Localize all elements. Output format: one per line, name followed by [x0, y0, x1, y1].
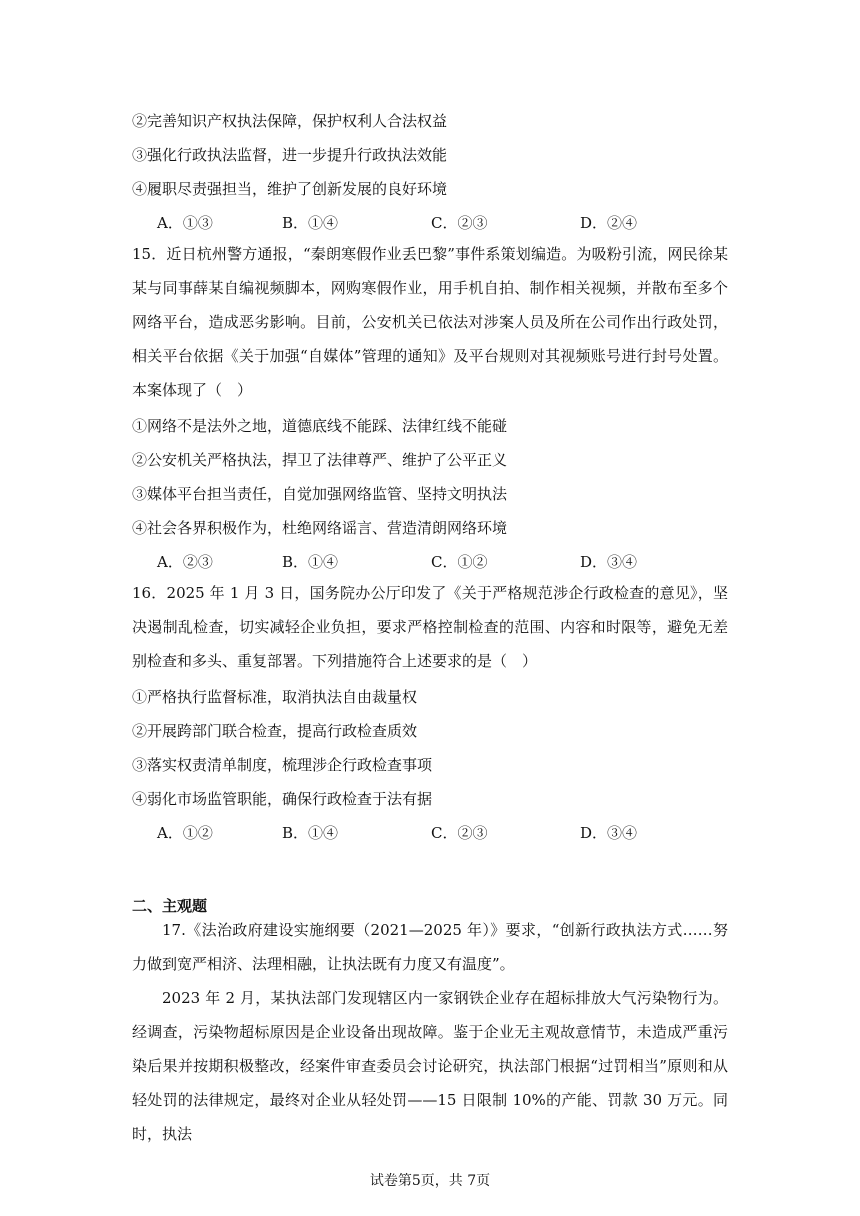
q15-item-1: ①网络不是法外之地，道德底线不能踩、法律红线不能碰 — [132, 417, 508, 435]
q16-item-3: ③落实权责清单制度，梳理涉企行政检查事项 — [132, 756, 433, 774]
section-heading: 二、主观题 — [132, 897, 208, 915]
q16-stem: 16．2025 年 1 月 3 日，国务院办公厅印发了《关于严格规范涉企行政检查的意见》，坚决遏制乱检查，切实减轻企业负担，要求严格控制检查的范围、内容和时限等，避免无差别检查和多头、重复部署。下列措施符合上述要求的是（ ） — [132, 584, 728, 670]
q15-item-2: ②公安机关严格执法，捍卫了法律尊严、维护了公平正义 — [132, 451, 508, 469]
q15-option-a: A．②③ — [157, 553, 213, 571]
q17-intro: 17.《法治政府建设实施纲要（2021—2025 年）》要求，“创新行政执法方式……努力做到宽严相济、法理相融，让执法既有力度又有温度”。 — [132, 921, 728, 973]
q14-option-d: D．②④ — [580, 214, 638, 232]
q15-item-3: ③媒体平台担当责任，自觉加强网络监管、坚持文明执法 — [132, 485, 508, 503]
q15-option-b: B．①④ — [282, 553, 339, 571]
q16-option-c: C．②③ — [431, 824, 488, 842]
q16-item-4: ④弱化市场监管职能，确保行政检查于法有据 — [132, 790, 433, 808]
q14-option-c: C．②③ — [431, 214, 488, 232]
q15-option-d: D．③④ — [580, 553, 638, 571]
q16-item-2: ②开展跨部门联合检查，提高行政检查质效 — [132, 722, 418, 740]
q14-option-a: A．①③ — [157, 214, 213, 232]
q15-item-4: ④社会各界积极作为，杜绝网络谣言、营造清朗网络环境 — [132, 519, 508, 537]
q15-option-c: C．①② — [431, 553, 488, 571]
q15-stem: 15．近日杭州警方通报，“秦朗寒假作业丢巴黎”事件系策划编造。为吸粉引流，网民徐某某与同事薛某自编视频脚本，网购寒假作业，用手机自拍、制作相关视频，并散布至多个网络平台，造成恶劣影响。目前，公安机关已依法对涉案人员及所在公司作出行政处罚，相关平台依据《关于加强“自媒体”管理的通知》及平台规则对其视频账号进行封号处置。本案体现了（ ） — [132, 245, 728, 399]
q16-option-d: D．③④ — [580, 824, 638, 842]
q14-item-3: ③强化行政执法监督，进一步提升行政执法效能 — [132, 146, 448, 164]
q16-option-b: B．①④ — [282, 824, 339, 842]
q14-item-2: ②完善知识产权执法保障，保护权利人合法权益 — [132, 112, 448, 130]
q14-item-4: ④履职尽责强担当，维护了创新发展的良好环境 — [132, 180, 448, 198]
page-footer: 试卷第5页，共 7页 — [369, 1173, 491, 1189]
q16-item-1: ①严格执行监督标准，取消执法自由裁量权 — [132, 688, 418, 706]
q17-case-text: 2023 年 2 月，某执法部门发现辖区内一家钢铁企业存在超标排放大气污染物行为。经调查，污染物超标原因是企业设备出现故障。鉴于企业无主观故意情节，未造成严重污染后果并按期积极整改，经案件审查委员会讨论研究，执法部门根据“过罚相当”原则和从轻处罚的法律规定，最终对企业从轻处罚——15 日限制 10%的产能、罚款 30 万元。同时，执法 — [132, 989, 728, 1143]
q16-option-a: A．①② — [157, 824, 213, 842]
q14-option-b: B．①④ — [282, 214, 339, 232]
